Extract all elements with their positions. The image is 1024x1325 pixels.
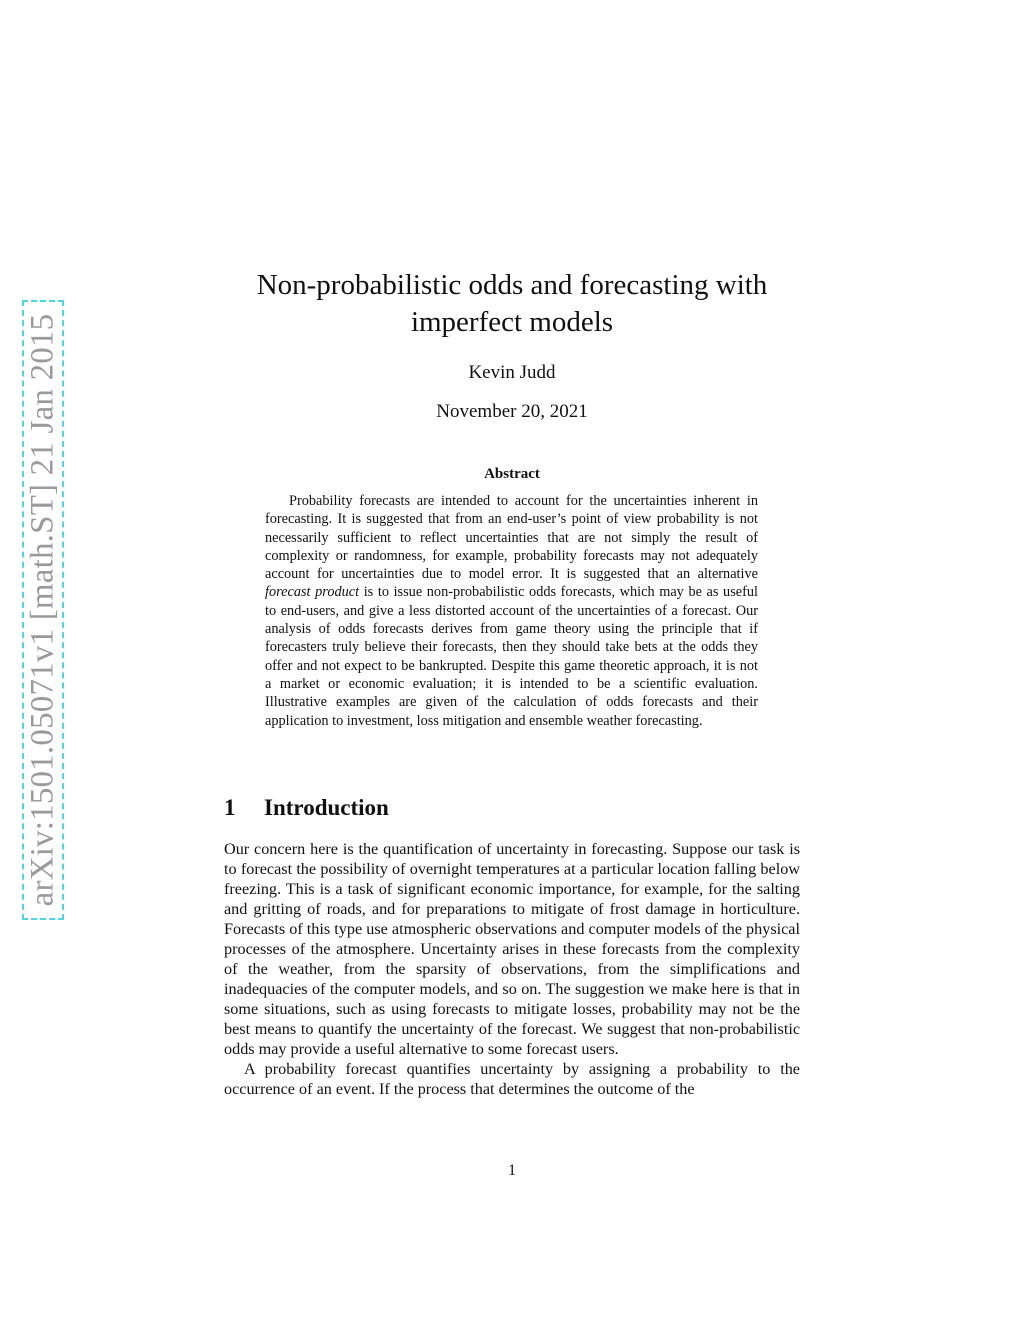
- abstract-emphasis: forecast product: [265, 584, 360, 601]
- paper-date: November 20, 2021: [436, 401, 588, 422]
- abstract-heading: Abstract: [484, 466, 540, 482]
- intro-paragraph-2: A probability forecast quantifies uncertainty by assigning a probability to the occurrence of an event. If the process that determines the outcome of the: [224, 1060, 800, 1098]
- paper-title: Non-probabilistic odds and forecasting with imperfect models: [256, 269, 768, 338]
- author-name: Kevin Judd: [468, 362, 556, 383]
- introduction-body: [224, 839, 800, 1099]
- section-title: Introduction: [264, 795, 389, 820]
- intro-paragraph-1: Our concern here is the quantification of uncertainty in forecasting. Suppose our task is to forecast the possibility of overnight temperatures at a particular location falling below freezing. This is a task of significant economic importance, for example, for the salting and gritting of roads, and for preparations to mitigate of frost damage in horticulture. Forecasts of this type use atmospheric observations and computer models of the physical processes of the atmosphere. Uncertainty arises in these forecasts from the complexity of the weather, from the sparsity of observations, from the simplifications and inadequacies of the computer models, and so on. The suggestion we make here is that in some situations, such as using forecasts to mitigate losses, probability may not be the best means to quantify the uncertainty of the forecast. We suggest that non-probabilistic odds may provide a useful alternative to some forecast users.: [224, 840, 800, 1058]
- section-number: 1: [224, 795, 236, 820]
- abstract-text-part-2: is to issue non-probabilistic odds forecasts, which may be as useful to end-users, and give a less distorted account of the uncertainties of a forecast. Our analysis of odds forecasts derives from game theory using the principle that if forecasters truly believe their forecasts, then they should take bets at the odds they offer and not expect to be bankrupted. Despite this game theoretic approach, it is not a market or economic evaluation; it is intended to be a scientific evaluation. Illustrative examples are given of the calculation of odds forecasts and their application to investment, loss mitigation and ensemble weather forecasting.: [265, 584, 758, 729]
- arxiv-identifier[interactable]: arXiv:1501.05071v1 [math.ST] 21 Jan 2015: [24, 313, 61, 907]
- section-heading: [224, 795, 389, 821]
- abstract-text-part-1: Probability forecasts are intended to account for the uncertainties inherent in forecasting. It is suggested that from an end-user’s point of view probability is not necessarily sufficient to reflect uncertainties that are not simply the result of complexity or randomness, for example, probability forecasts may not adequately account for uncertainties due to model error. It is suggested that an alternative: [265, 493, 758, 583]
- abstract-body: [265, 492, 758, 730]
- page-number: 1: [508, 1162, 516, 1179]
